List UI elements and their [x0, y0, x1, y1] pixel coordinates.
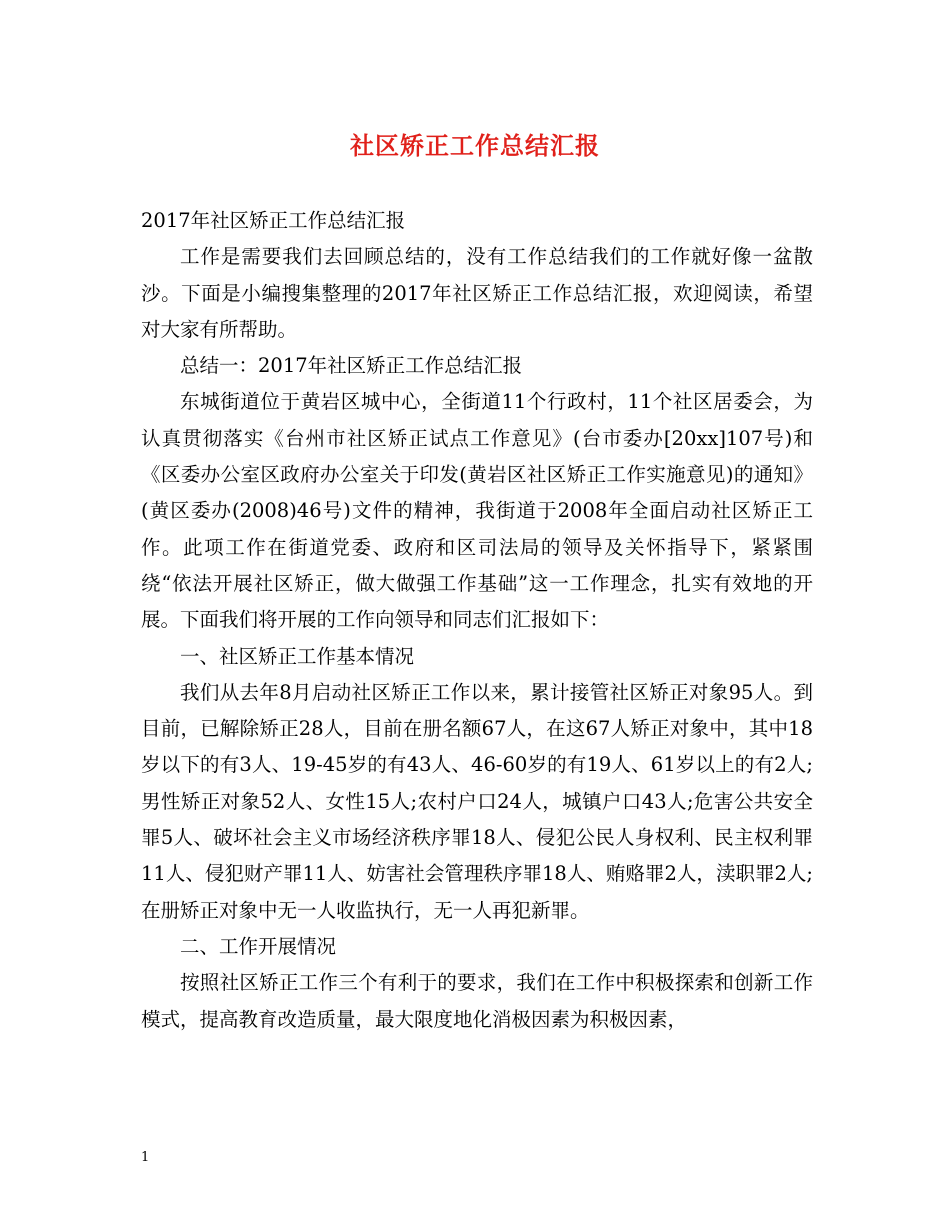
subtitle-paragraph: 2017年社区矫正工作总结汇报 — [141, 209, 406, 232]
body-paragraph-work-progress: 按照社区矫正工作三个有利于的要求，我们在工作中积极探索和创新工作模式，提高教育改造质量，最大限度地化消极因素为积极因素， — [141, 971, 813, 1031]
body-paragraph-background: 东城街道位于黄岩区城中心，全街道11个行政村，11个社区居委会，为认真贯彻落实《台州市社区矫正试点工作意见》(台市委办[20xx]107号)和《区委办公室区政府办公室关于印发(黄岩区社区矫正工作实施意见)的通知》(黄区委办(2008)46号)文件的精神，我街道于2008年全面启动社区矫正工作。此项工作在街道党委、政府和区司法局的领导及关怀指导下，紧紧围绕“依法开展社区矫正，做大做强工作基础”这一工作理念，扎实有效地的开展。下面我们将开展的工作向领导和同志们汇报如下： — [141, 390, 813, 632]
section-heading-basic-situation: 一、社区矫正工作基本情况 — [180, 644, 415, 668]
body-paragraph-statistics: 我们从去年8月启动社区矫正工作以来，累计接管社区矫正对象95人。到目前，已解除矫正28人，目前在册名额67人，在这67人矫正对象中，其中18岁以下的有3人、19-45岁的有43人、46-60岁的有19人、61岁以上的有2人;男性矫正对象52人、女性15人;农村户口24人，城镇户口43人;危害公共安全罪5人、破坏社会主义市场经济秩序罪18人、侵犯公民人身权利、民主权利罪11人、侵犯财产罪11人、妨害社会管理秩序罪18人、贿赂罪2人，渎职罪2人;在册矫正对象中无一人收监执行，无一人再犯新罪。 — [141, 680, 813, 922]
page-number: 1 — [141, 1150, 150, 1165]
section-heading-work-progress: 二、工作开展情况 — [180, 934, 337, 958]
document-body — [141, 203, 813, 1038]
intro-paragraph: 工作是需要我们去回顾总结的，没有工作总结我们的工作就好像一盆散沙。下面是小编搜集整理的2017年社区矫正工作总结汇报，欢迎阅读，希望对大家有所帮助。 — [141, 245, 813, 341]
document-title: 社区矫正工作总结汇报 — [350, 132, 600, 160]
section-heading-summary-one: 总结一：2017年社区矫正工作总结汇报 — [180, 354, 523, 378]
